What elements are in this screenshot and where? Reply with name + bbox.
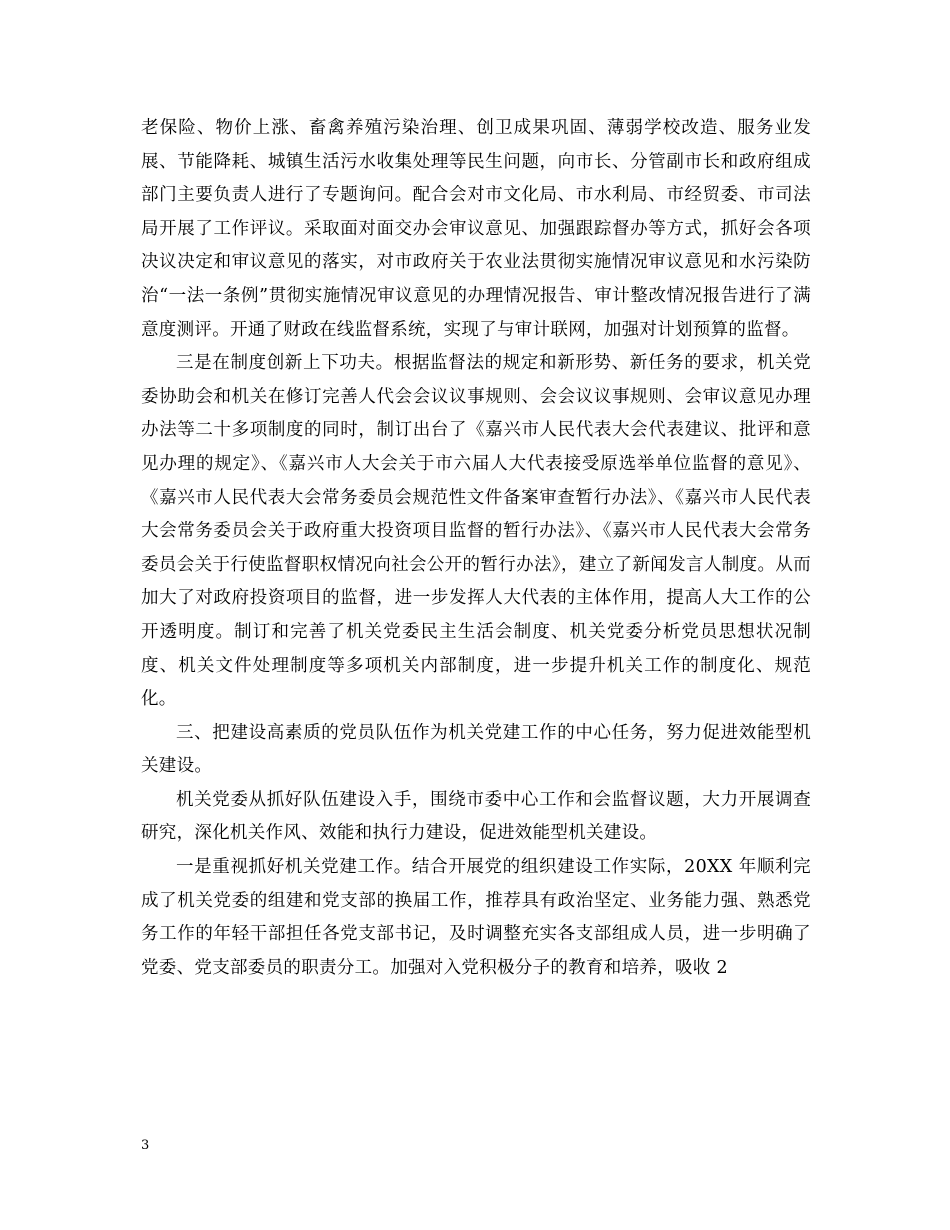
paragraph-3: 三、把建设高素质的党员队伍作为机关党建工作的中心任务，努力促进效能型机关建设。 xyxy=(141,722,811,777)
paragraph-2: 三是在制度创新上下功夫。根据监督法的规定和新形势、新任务的要求，机关党委协助会和机关在修订完善人代会会议议事规则、会会议议事规则、会审议意见办理办法等二十多项制度的同时，制订出台了《嘉兴市人民代表大会代表建议、批评和意见办理的规定》、《嘉兴市人大会关于市六届人大代表接受原选举单位监督的意见》、《嘉兴市人民代表大会常务委员会规范性文件备案审查暂行办法》、《嘉兴市人民代表大会常务委员会关于政府重大投资项目监督的暂行办法》、《嘉兴市人民代表大会常务委员会关于行使监督职权情况向社会公开的暂行办法》，建立了新闻发言人制度。从而加大了对政府投资项目的监督，进一步发挥人大代表的主体作用，提高人大工作的公开透明度。制订和完善了机关党委民主生活会制度、机关党委分析党员思想状况制度、机关文件处理制度等多项机关内部制度，进一步提升机关工作的制度化、规范化。 xyxy=(141,353,811,710)
paragraph-5: 一是重视抓好机关党建工作。结合开展党的组织建设工作实际，20XX 年顺利完成了机关党委的组建和党支部的换届工作，推荐具有政治坚定、业务能力强、熟悉党务工作的年轻干部担任各党支部书记，及时调整充实各支部组成人员，进一步明确了党委、党支部委员的职责分工。加强对入党积极分子的教育和培养，吸收 2 xyxy=(141,857,811,978)
paragraph-1: 老保险、物价上涨、畜禽养殖污染治理、创卫成果巩固、薄弱学校改造、服务业发展、节能降耗、城镇生活污水收集处理等民生问题，向市长、分管副市长和政府组成部门主要负责人进行了专题询问。配合会对市文化局、市水利局、市经贸委、市司法局开展了工作评议。采取面对面交办会审议意见、加强跟踪督办等方式，抓好会各项决议决定和审议意见的落实，对市政府关于农业法贯彻实施情况审议意见和水污染防治“一法一条例”贯彻实施情况审议意见的办理情况报告、审计整改情况报告进行了满意度测评。开通了财政在线监督系统，实现了与审计联网，加强对计划预算的监督。 xyxy=(141,118,811,340)
page-number: 3 xyxy=(141,1138,150,1153)
document-body xyxy=(141,112,811,985)
paragraph-4: 机关党委从抓好队伍建设入手，围绕市委中心工作和会监督议题，大力开展调查研究，深化机关作风、效能和执行力建设，促进效能型机关建设。 xyxy=(141,789,811,844)
